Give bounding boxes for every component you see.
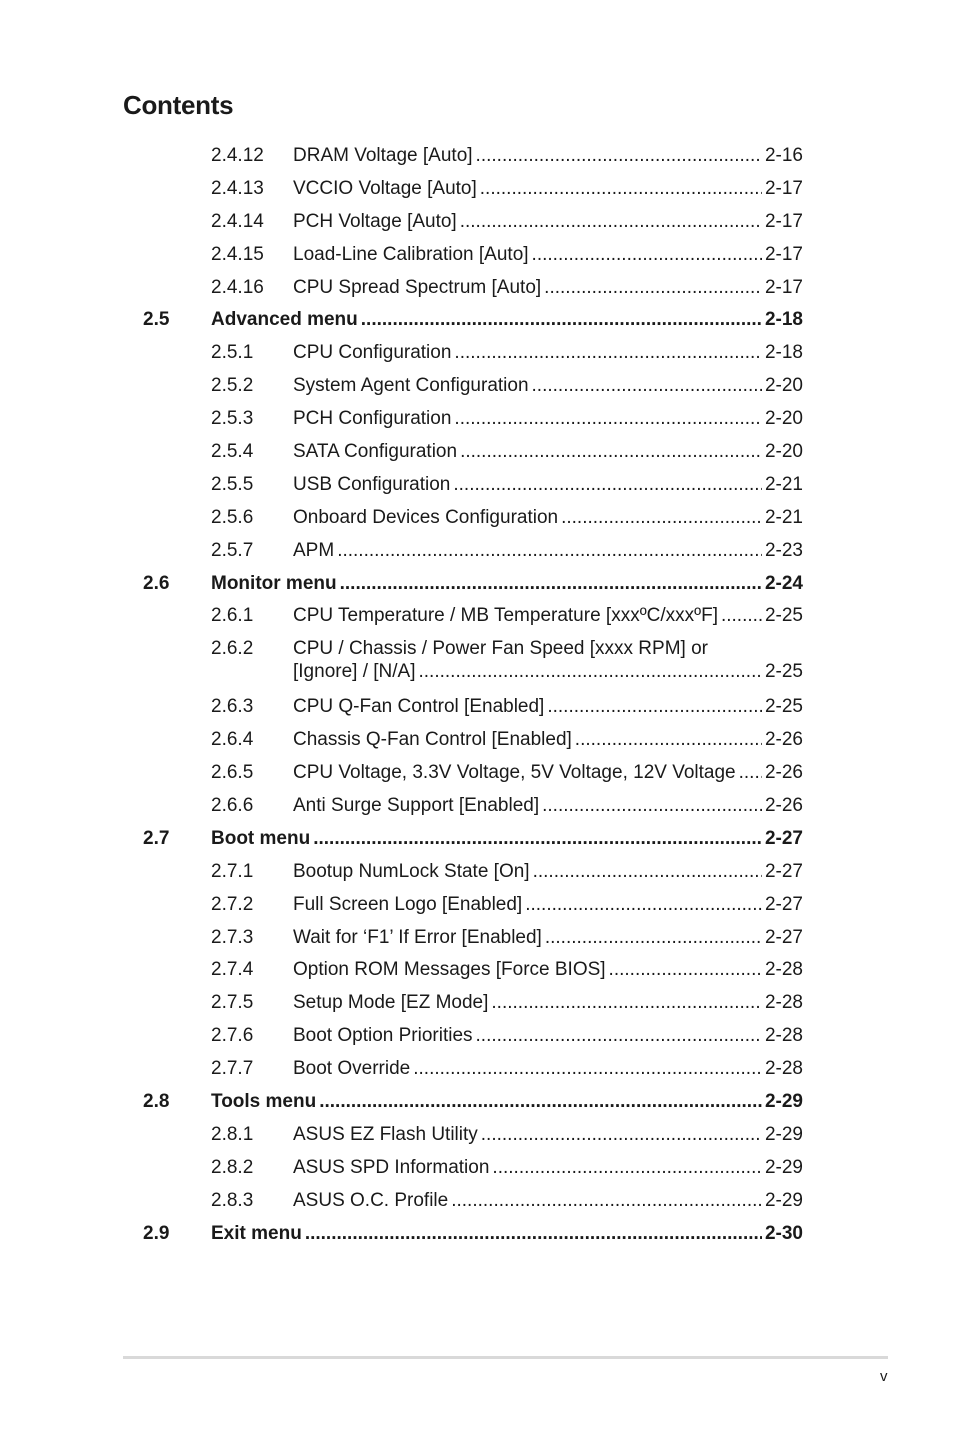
toc-entry <box>293 206 803 239</box>
toc-entry-number: 2.5 <box>143 309 170 331</box>
dot-leader <box>609 954 762 987</box>
toc-entry <box>293 403 803 436</box>
toc-subsection-entry <box>0 724 954 757</box>
toc-entry-number: 2.6.6 <box>211 795 254 817</box>
toc-entry-title: APM <box>293 539 335 561</box>
toc-entry-title: Tools menu <box>211 1091 317 1113</box>
toc-section-entry <box>0 1086 954 1119</box>
toc-entry-page: 2-16 <box>764 145 803 166</box>
toc-entry <box>293 987 803 1020</box>
toc-entry-number: 2.7.3 <box>211 926 254 948</box>
toc-entry-page: 2-20 <box>764 441 803 463</box>
page-title: Contents <box>123 90 234 120</box>
toc-entry-number: 2.5.3 <box>211 408 254 430</box>
toc-entry <box>293 1185 803 1218</box>
toc-entry-number: 2.6 <box>143 572 170 594</box>
dot-leader <box>542 790 762 823</box>
dot-leader <box>561 502 762 535</box>
dot-leader <box>491 987 762 1020</box>
toc-subsection-entry <box>0 856 954 889</box>
toc-entry-title: Advanced menu <box>211 309 358 331</box>
toc-subsection-entry <box>0 239 954 272</box>
toc-entry <box>211 1086 803 1119</box>
toc-subsection-entry <box>0 436 954 469</box>
dot-leader <box>460 436 762 469</box>
toc-entry-title: PCH Voltage [Auto] <box>293 210 457 232</box>
toc-subsection-entry <box>0 469 954 502</box>
toc-entry-number: 2.7.7 <box>211 1058 254 1080</box>
toc-entry-page: 2-27 <box>764 827 803 849</box>
toc-entry-page: 2-28 <box>764 992 803 1014</box>
toc-entry-number: 2.6.5 <box>211 762 254 784</box>
toc-subsection-entry <box>0 337 954 370</box>
toc-entry-number: 2.4.15 <box>211 243 264 265</box>
toc-subsection-entry <box>0 889 954 922</box>
toc-entry-title: CPU Configuration <box>293 342 452 364</box>
toc-entry-page: 2-30 <box>764 1222 803 1244</box>
toc-entry-title: PCH Configuration <box>293 408 452 430</box>
toc-entry-page: 2-26 <box>764 729 803 751</box>
toc-entry-number: 2.6.4 <box>211 729 254 751</box>
toc-entry-number: 2.6.1 <box>211 605 254 627</box>
toc-entry-title: [Ignore] / [N/A] <box>293 661 416 683</box>
toc-entry-title: Option ROM Messages [Force BIOS] <box>293 959 606 981</box>
dot-leader <box>532 239 762 272</box>
toc-entry-page: 2-17 <box>764 276 803 298</box>
toc-entry-title: Anti Surge Support [Enabled] <box>293 795 540 817</box>
toc-entry-title: Boot Override <box>293 1058 411 1080</box>
dot-leader <box>413 1053 762 1086</box>
dot-leader <box>337 535 762 568</box>
toc-subsection-entry <box>0 987 954 1020</box>
toc-entry <box>293 140 803 173</box>
dot-leader <box>419 662 762 682</box>
toc-entry <box>293 1020 803 1053</box>
toc-entry-number: 2.8.2 <box>211 1156 254 1178</box>
toc-entry <box>293 272 803 305</box>
toc-entry-title: Bootup NumLock State [On] <box>293 860 530 882</box>
dot-leader <box>545 922 762 955</box>
toc-entry <box>293 469 803 502</box>
dot-leader <box>476 1020 762 1053</box>
dot-leader <box>361 304 762 337</box>
toc-entry-title: USB Configuration <box>293 473 451 495</box>
toc-entry-page: 2-25 <box>764 605 803 627</box>
dot-leader <box>544 272 762 305</box>
toc-entry-number: 2.5.7 <box>211 539 254 561</box>
toc-entry-page: 2-27 <box>764 926 803 948</box>
toc-entry-page: 2-25 <box>764 661 803 683</box>
toc-entry-number: 2.5.6 <box>211 506 254 528</box>
toc-subsection-entry <box>0 1020 954 1053</box>
toc-subsection-entry <box>0 633 954 691</box>
toc-entry-title: CPU Q-Fan Control [Enabled] <box>293 696 545 718</box>
toc-subsection-entry <box>0 1119 954 1152</box>
toc-entry <box>293 691 803 724</box>
toc-entry-page: 2-29 <box>764 1156 803 1178</box>
toc-subsection-entry <box>0 691 954 724</box>
toc-subsection-entry <box>0 272 954 305</box>
toc-entry-title: System Agent Configuration <box>293 375 529 397</box>
toc-entry-page: 2-28 <box>764 1058 803 1080</box>
toc-entry <box>293 633 803 682</box>
dot-leader <box>453 469 762 502</box>
toc-subsection-entry <box>0 1053 954 1086</box>
toc-entry <box>293 600 803 633</box>
toc-subsection-entry <box>0 1152 954 1185</box>
toc-entry-page: 2-21 <box>764 473 803 495</box>
toc-entry-number: 2.9 <box>143 1222 170 1244</box>
dot-leader <box>721 600 762 633</box>
toc-entry-title: ASUS O.C. Profile <box>293 1189 449 1211</box>
toc-entry-number: 2.7.6 <box>211 1025 254 1047</box>
toc-entry-title: Boot menu <box>211 827 311 849</box>
toc-entry <box>293 856 803 889</box>
toc-subsection-entry <box>0 922 954 955</box>
toc-subsection-entry <box>0 502 954 535</box>
toc-entry-title: CPU Spread Spectrum [Auto] <box>293 276 542 298</box>
page-number: v <box>880 1368 888 1385</box>
toc-entry-number: 2.4.14 <box>211 210 264 232</box>
dot-leader <box>451 1185 762 1218</box>
toc-subsection-entry <box>0 403 954 436</box>
toc-subsection-entry <box>0 954 954 987</box>
footer-divider <box>123 1356 888 1359</box>
toc-entry-title: Full Screen Logo [Enabled] <box>293 893 523 915</box>
toc-entry <box>293 757 803 790</box>
toc-subsection-entry <box>0 1185 954 1218</box>
toc-subsection-entry <box>0 140 954 173</box>
toc-entry-number: 2.8 <box>143 1091 170 1113</box>
toc-entry-title: CPU Temperature / MB Temperature [xxxºC/xxxºF] <box>293 605 718 627</box>
toc-entry-number: 2.5.4 <box>211 441 254 463</box>
toc-entry-page: 2-17 <box>764 243 803 265</box>
toc-entry <box>293 370 803 403</box>
toc-section-entry <box>0 568 954 601</box>
toc-section-entry <box>0 823 954 856</box>
toc-entry-title: Load-Line Calibration [Auto] <box>293 243 529 265</box>
toc-entry <box>293 436 803 469</box>
toc-entry-page: 2-18 <box>764 342 803 364</box>
dot-leader <box>481 1119 762 1152</box>
toc-entry-title: DRAM Voltage [Auto] <box>293 145 473 166</box>
toc-entry <box>293 535 803 568</box>
toc-entry-title: Exit menu <box>211 1222 302 1244</box>
toc-entry-title: ASUS EZ Flash Utility <box>293 1123 478 1145</box>
toc-entry-page: 2-23 <box>764 539 803 561</box>
toc-entry-title: Onboard Devices Configuration <box>293 506 559 528</box>
table-of-contents <box>0 140 954 1251</box>
toc-subsection-entry <box>0 173 954 206</box>
toc-entry-page: 2-28 <box>764 1025 803 1047</box>
toc-entry-number: 2.7.2 <box>211 893 254 915</box>
toc-entry <box>293 1119 803 1152</box>
dot-leader <box>454 337 762 370</box>
toc-entry-number: 2.6.3 <box>211 696 254 718</box>
dot-leader <box>739 757 762 790</box>
toc-entry-number: 2.5.5 <box>211 473 254 495</box>
toc-entry-number: 2.5.1 <box>211 342 254 364</box>
toc-entry <box>293 954 803 987</box>
toc-entry-number: 2.5.2 <box>211 375 254 397</box>
toc-entry <box>211 568 803 601</box>
toc-entry-page: 2-21 <box>764 506 803 528</box>
toc-entry <box>293 724 803 757</box>
toc-entry-page: 2-27 <box>764 860 803 882</box>
toc-entry-continuation <box>293 662 803 682</box>
toc-subsection-entry <box>0 790 954 823</box>
dot-leader <box>525 889 762 922</box>
toc-entry-page: 2-24 <box>764 572 803 594</box>
toc-entry <box>293 239 803 272</box>
toc-entry-title: Boot Option Priorities <box>293 1025 473 1047</box>
toc-entry-number: 2.7 <box>143 827 170 849</box>
toc-entry-title: Wait for ‘F1’ If Error [Enabled] <box>293 926 542 948</box>
toc-entry-title: CPU Voltage, 3.3V Voltage, 5V Voltage, 12V Voltage <box>293 762 736 784</box>
toc-entry-title: SATA Configuration <box>293 441 458 463</box>
toc-entry <box>293 1053 803 1086</box>
toc-entry <box>293 889 803 922</box>
toc-entry-page: 2-26 <box>764 762 803 784</box>
toc-subsection-entry <box>0 535 954 568</box>
toc-entry <box>293 1152 803 1185</box>
toc-entry <box>211 1218 803 1251</box>
dot-leader <box>460 206 762 239</box>
toc-entry-page: 2-17 <box>764 177 803 199</box>
toc-entry-title: CPU / Chassis / Power Fan Speed [xxxx RPM] or <box>293 638 708 660</box>
toc-entry-page: 2-25 <box>764 696 803 718</box>
dot-leader <box>319 1086 762 1119</box>
toc-entry-page: 2-29 <box>764 1091 803 1113</box>
dot-leader <box>532 370 762 403</box>
toc-entry <box>211 823 803 856</box>
toc-entry-title: ASUS SPD Information <box>293 1156 490 1178</box>
toc-entry-number: 2.7.1 <box>211 860 254 882</box>
toc-entry-page: 2-29 <box>764 1123 803 1145</box>
toc-entry-number: 2.6.2 <box>211 638 254 660</box>
toc-subsection-entry <box>0 600 954 633</box>
toc-subsection-entry <box>0 370 954 403</box>
dot-leader <box>533 856 762 889</box>
toc-entry-title: Setup Mode [EZ Mode] <box>293 992 489 1014</box>
toc-entry-page: 2-17 <box>764 210 803 232</box>
toc-section-entry <box>0 1218 954 1251</box>
toc-entry-title: Chassis Q-Fan Control [Enabled] <box>293 729 572 751</box>
toc-entry-title: VCCIO Voltage [Auto] <box>293 177 477 199</box>
toc-entry <box>293 922 803 955</box>
toc-entry-page: 2-20 <box>764 375 803 397</box>
dot-leader <box>492 1152 762 1185</box>
toc-entry-number: 2.8.1 <box>211 1123 254 1145</box>
toc-entry-number: 2.7.4 <box>211 959 254 981</box>
toc-entry <box>293 173 803 206</box>
toc-subsection-entry <box>0 757 954 790</box>
toc-entry-number: 2.4.16 <box>211 276 264 298</box>
dot-leader <box>454 403 762 436</box>
toc-entry <box>293 502 803 535</box>
dot-leader <box>547 691 762 724</box>
toc-entry <box>293 790 803 823</box>
dot-leader <box>340 568 762 601</box>
dot-leader <box>476 140 762 173</box>
toc-entry <box>211 304 803 337</box>
toc-entry-page: 2-29 <box>764 1189 803 1211</box>
toc-section-entry <box>0 304 954 337</box>
toc-entry-page: 2-18 <box>764 309 803 331</box>
toc-entry-number: 2.8.3 <box>211 1189 254 1211</box>
toc-entry-page: 2-26 <box>764 795 803 817</box>
toc-entry-number: 2.4.13 <box>211 177 264 199</box>
dot-leader <box>480 173 762 206</box>
toc-entry-page: 2-27 <box>764 893 803 915</box>
toc-entry-title: Monitor menu <box>211 572 337 594</box>
toc-entry-number: 2.4.12 <box>211 145 264 166</box>
toc-entry-page: 2-20 <box>764 408 803 430</box>
dot-leader <box>313 823 762 856</box>
toc-entry <box>293 337 803 370</box>
toc-entry-number: 2.7.5 <box>211 992 254 1014</box>
toc-entry-page: 2-28 <box>764 959 803 981</box>
toc-subsection-entry <box>0 206 954 239</box>
dot-leader <box>575 724 762 757</box>
dot-leader <box>305 1218 762 1251</box>
